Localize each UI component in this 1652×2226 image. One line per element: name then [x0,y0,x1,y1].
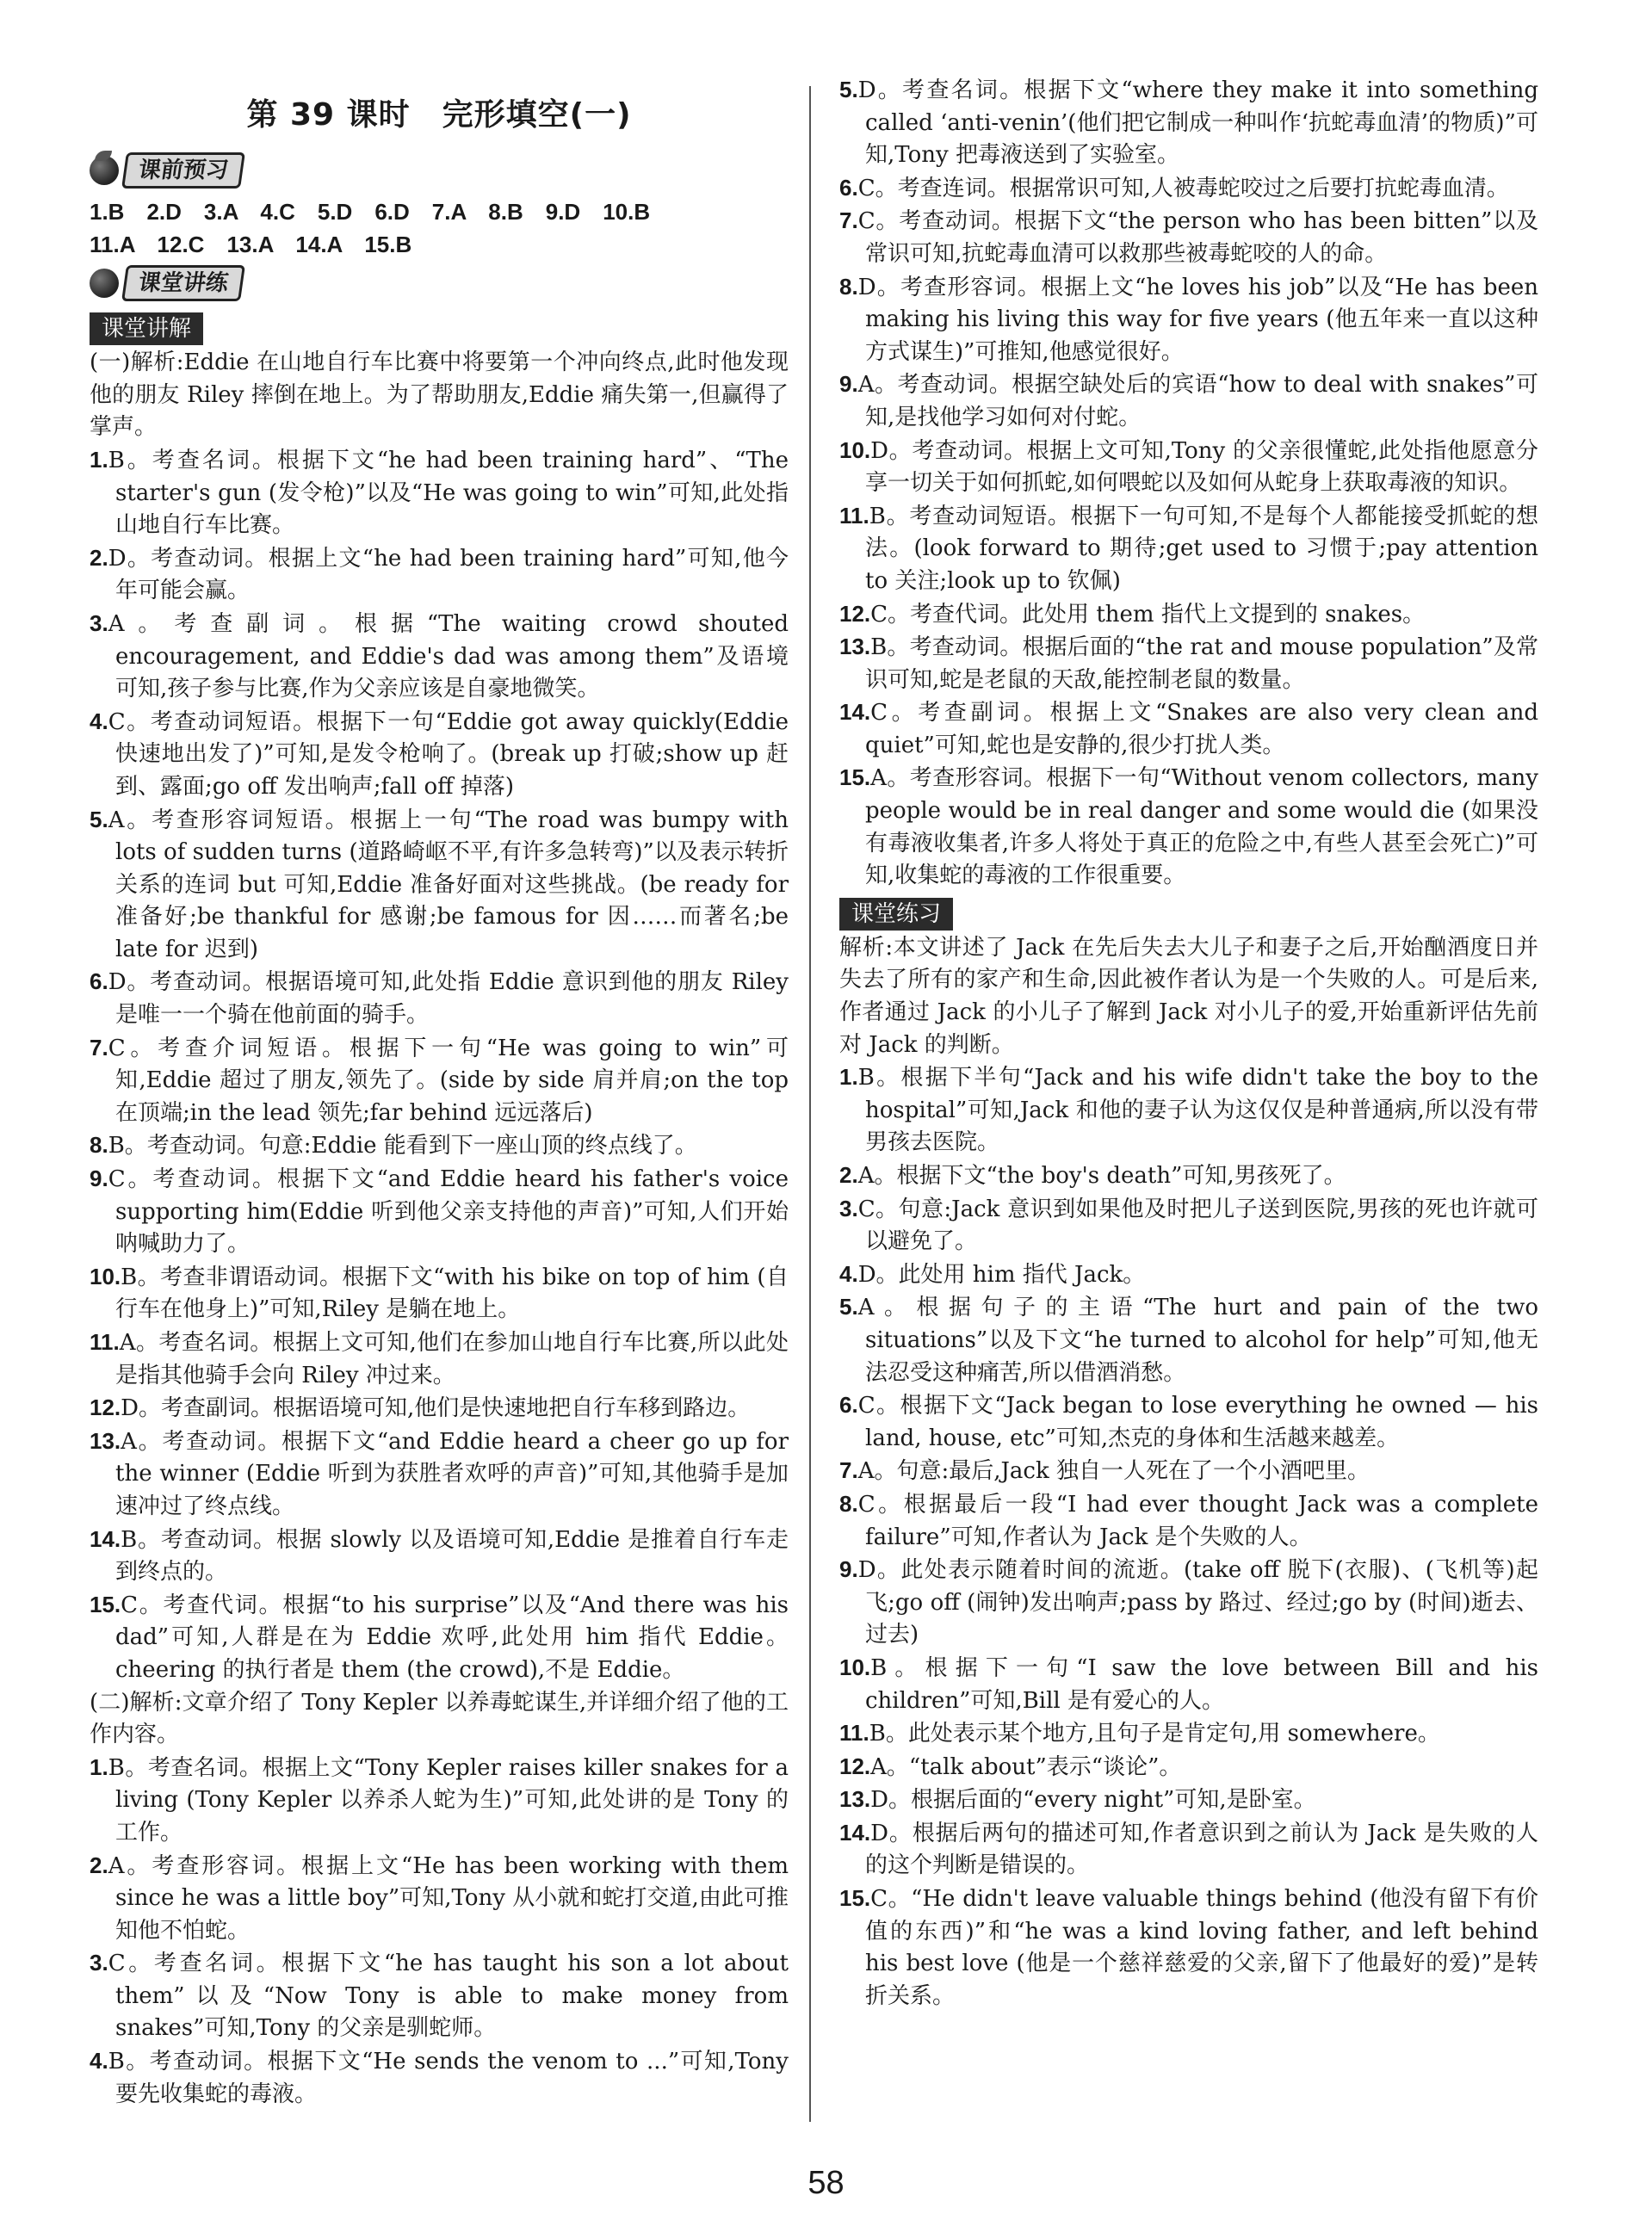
answer-number: 3. [90,1950,108,1976]
answer-item [839,1258,1538,1292]
answer-number: 8. [839,1490,858,1517]
answer-item [839,205,1538,270]
answer-item [839,1291,1538,1389]
answer-item [90,1392,789,1425]
answer-number: 14. [839,699,871,726]
answer-explanation: D。考查动词。根据语境可知,此处指 Eddie 意识到他的朋友 Riley 是唯一一个骑在他前面的骑手。 [108,969,789,1029]
answer-item [839,1389,1538,1455]
part2-intro: (二)解析:文章介绍了 Tony Kepler 以养毒蛇谋生,并详细介绍了他的工作内容。 [90,1689,789,1748]
answer-item [839,74,1538,172]
answer-item [90,444,789,542]
preview-answers-line-2: 11.A 12.C 13.A 14.A 15.B [90,231,412,257]
answer-item [90,1947,789,2045]
answer-explanation: B。考查名词。根据下文“he had been training hard”、“The starter's gun (发令枪)”以及“He was going to win”可知,此处指山地自行车比赛。 [108,447,789,539]
answer-item [839,1193,1538,1258]
answer-explanation: A。考查形容词短语。根据上一句“The road was bumpy with lots of sudden turns (道路崎岖不平,有许多急转弯)”以及表示转折关系的连词 but 可知,Eddie 准备好面对这些挑战。(be ready for 准备好;be thankful for 感谢;be famous for 因……而著名;be late for 迟到) [108,807,789,962]
answer-number: 4. [839,1260,858,1287]
answer-number: 8. [90,1132,108,1159]
answer-explanation: D。根据后两句的描述可知,作者意识到之前认为 Jack 是失败的人的这个判断是错误的。 [865,1820,1538,1879]
answer-item [839,1717,1538,1751]
answer-number: 14. [90,1525,121,1552]
answer-explanation: A。“talk about”表示“谈论”。 [870,1753,1182,1780]
answer-item [839,1751,1538,1784]
part2-answer-list-left [90,1752,789,2112]
answer-item [839,500,1538,598]
answer-explanation: A。考查形容词。根据上文“He has been working with them since he was a little boy”可知,Tony 从小就和蛇打交道,由此可推知他不怕蛇。 [108,1852,789,1944]
answer-number: 6. [839,174,858,201]
left-column [90,74,789,2111]
answer-number: 7. [90,1034,108,1060]
answer-number: 10. [90,1263,121,1289]
answer-number: 7. [839,1457,858,1484]
answer-number: 11. [90,1329,120,1355]
answer-explanation: D。考查形容词。根据上文“he loves his job”以及“He has been making his living this way for five years (他五年来一直以这种方式谋生)”可推知,他感觉很好。 [857,274,1538,365]
answer-explanation: D。考查副词。根据语境可知,他们是快速地把自行车移到路边。 [121,1395,751,1422]
lecture-section-bar: 课堂讲解 [90,312,203,345]
answer-explanation: C。考查介词短语。根据下一句“He was going to win”可知,Eddie 超过了朋友,领先了。(side by side 肩并肩;on the top 在顶端;in the lead 领先;far behind 远远落后) [108,1035,789,1126]
answer-item [839,271,1538,369]
answer-explanation: C。考查副词。根据上文“Snakes are also very clean and quiet”可知,蛇也是安静的,很少打扰人类。 [865,700,1538,758]
answer-item [839,696,1538,762]
answer-item [839,598,1538,632]
answer-number: 9. [90,1166,108,1192]
answer-number: 13. [839,634,871,660]
answer-number: 1. [90,1753,108,1780]
answer-number: 4. [90,2048,108,2075]
answer-number: 11. [839,1720,869,1747]
answer-number: 12. [90,1394,121,1421]
part3-intro: 解析:本文讲述了 Jack 在先后失去大儿子和妻子之后,开始酗酒度日并失去了所有的家产和生命,因此被作者认为是一个失败的人。可是后来,作者通过 Jack 的小儿子了解到 Jack 对小儿子的爱,开始重新评估先前对 Jack 的判断。 [839,934,1538,1058]
page-number: 58 [807,2165,845,2201]
answer-number: 2. [839,1162,858,1188]
lesson-title: 第 39 课时 完形填空(一) [246,97,632,133]
answer-explanation: C。考查动词。根据下文“the person who has been bitten”以及常识可知,抗蛇毒血清可以救那些被毒蛇咬的人的命。 [857,208,1538,267]
answer-explanation: A。考查形容词。根据下一句“Without venom collectors, many people would be in real danger and some would die (如果没有毒液收集者,许多人将处于真正的危险之中,有些人甚至会死亡)”可知,收集蛇的毒液的工作很重要。 [865,765,1538,889]
ball-icon [90,269,119,298]
answer-number: 14. [839,1819,871,1846]
answer-item [90,1850,789,1948]
answer-item [90,1129,789,1163]
answer-item [839,172,1538,206]
answer-item [90,1032,789,1130]
answer-number: 10. [839,436,871,463]
answer-explanation: A。考查名词。根据上文可知,他们在参加山地自行车比赛,所以此处是指其他骑手会向 Riley 冲过来。 [115,1330,789,1388]
answer-number: 5. [90,806,108,832]
answer-item [839,1061,1538,1159]
answer-explanation: C。“He didn't leave valuable things behind (他没有留下有价值的东西)”和“he was a kind loving father, and left behind his best love (他是一个慈祥慈爱的父亲,留下了他最好的爱)”是转折关系。 [865,1886,1538,2009]
answer-item [839,631,1538,696]
class-practice-badge-label: 课堂讲练 [121,265,245,301]
answer-number: 13. [839,1786,871,1813]
answer-number: 2. [90,544,108,571]
answer-explanation: B。考查动词短语。根据下一句可知,不是每个人都能接受抓蛇的想法。(look forward to 期待;get used to 习惯于;pay attention to 关注;look up to 钦佩) [865,503,1538,594]
answer-number: 9. [839,1556,858,1583]
answer-item [90,608,789,706]
column-divider [809,86,811,2122]
answer-explanation: A。考查动词。根据下文“and Eddie heard a cheer go up for the winner (Eddie 听到为获胜者欢呼的声音)”可知,其他骑手是加速冲过了终点线。 [115,1428,789,1519]
answer-item [839,1652,1538,1717]
answer-item [839,368,1538,434]
practice-section-bar: 课堂练习 [839,898,953,931]
answer-explanation: B。考查动词。根据后面的“the rat and mouse population”及常识可知,蛇是老鼠的天敌,能控制老鼠的数量。 [865,634,1538,693]
answer-explanation: D。根据后面的“every night”可知,是卧室。 [870,1787,1316,1814]
answer-number: 10. [839,1654,871,1680]
answer-number: 12. [839,600,871,627]
answer-explanation: B。根据下半句“Jack and his wife didn't take the boy to the hospital”可知,Jack 和他的妻子认为这仅仅是种普通病,所以没有带男孩去医院。 [857,1065,1538,1156]
answer-number: 7. [839,207,858,234]
answer-number: 3. [90,609,108,636]
answer-item [90,1326,789,1392]
part1-intro: (一)解析:Eddie 在山地自行车比赛中将要第一个冲向终点,此时他发现他的朋友 Riley 摔倒在地上。为了帮助朋友,Eddie 痛失第一,但赢得了掌声。 [90,349,789,441]
answer-explanation: D。此处用 him 指代 Jack。 [857,1261,1146,1288]
answer-item [839,1554,1538,1652]
answer-item [839,1488,1538,1554]
answer-item [839,1784,1538,1817]
answer-number: 15. [90,1591,121,1617]
answer-item [90,542,789,608]
answer-number: 13. [90,1427,121,1454]
answer-item [839,435,1538,500]
answer-explanation: C。考查连词。根据常识可知,人被毒蛇咬过之后要打抗蛇毒血清。 [857,175,1509,201]
class-practice-badge [90,264,243,302]
answer-item [90,2045,789,2111]
answer-item [90,1425,789,1524]
answer-explanation: B。考查非谓语动词。根据下文“with his bike on top of him (自行车在他身上)”可知,Riley 是躺在地上。 [115,1264,789,1323]
answer-explanation: B。此处表示某个地方,且句子是肯定句,用 somewhere。 [869,1721,1440,1747]
answer-explanation: C。根据最后一段“I had ever thought Jack was a complete failure”可知,作者认为 Jack 是个失败的人。 [857,1491,1538,1550]
answer-item [839,762,1538,892]
answer-explanation: A。考查动词。根据空缺处后的宾语“how to deal with snakes”可知,是找他学习如何对付蛇。 [857,372,1538,430]
answer-explanation: C。考查代词。此处用 them 指代上文提到的 snakes。 [870,601,1426,628]
answer-number: 1. [839,1064,858,1091]
answer-number: 6. [90,968,108,995]
answer-item [90,1261,789,1326]
part1-answer-list [90,444,789,1687]
answer-explanation: A。根据句子的主语“The hurt and pain of the two situations”以及下文“he turned to alcohol for help”可知,他无法忍受这种痛苦,所以借酒消愁。 [857,1295,1538,1386]
answer-item [90,706,789,804]
answer-number: 5. [839,1294,858,1320]
answer-item [839,1455,1538,1488]
answer-explanation: A。考查副词。根据“The waiting crowd shouted encouragement, and Eddie's dad was among them”及语境可知,孩子参与比赛,作为父亲应该是自豪地微笑。 [108,610,789,702]
answer-number: 6. [839,1392,858,1419]
answer-number: 2. [90,1852,108,1878]
answer-number: 5. [839,77,858,102]
preview-badge [90,151,243,189]
answer-item [90,1752,789,1850]
answer-explanation: A。句意:最后,Jack 独自一人死在了一个小酒吧里。 [857,1458,1370,1485]
answer-explanation: D。此处表示随着时间的流逝。(take off 脱下(衣服)、(飞机等)起飞;go off (闹钟)发出响声;pass by 路过、经过;go by (时间)逝去、过去) [857,1557,1538,1648]
answer-item [839,1883,1538,2013]
answer-explanation: C。考查名词。根据下文“he has taught his son a lot about them”以及“Now Tony is able to make money from snakes”可知,Tony 的父亲是驯蛇师。 [108,1951,789,2042]
answer-explanation: D。考查动词。根据上文可知,Tony 的父亲很懂蛇,此处指他愿意分享一切关于如何抓蛇,如何喂蛇以及如何从蛇身上获取毒液的知识。 [865,437,1538,497]
answer-explanation: C。根据下文“Jack began to lose everything he owned — his land, house, etc”可知,杰克的身体和生活越来越差。 [857,1393,1538,1451]
answer-explanation: C。考查动词。根据下文“and Eddie heard his father's voice supporting him(Eddie 听到他父亲支持他的声音)”可知,人们开始呐喊助力了。 [108,1166,789,1258]
part2-answer-list-right [839,74,1538,893]
answer-number: 11. [839,502,869,529]
answer-item [90,1589,789,1687]
answer-explanation: B。考查名词。根据上文“Tony Kepler raises killer snakes for a living (Tony Kepler 以养杀人蛇为生)”可知,此处讲的是 Tony 的工作。 [108,1754,789,1846]
answer-explanation: B。考查动词。根据 slowly 以及语境可知,Eddie 是推着自行车走到终点的。 [115,1526,789,1586]
answer-explanation: C。考查代词。根据“to his surprise”以及“And there was his dad”可知,人群是在为 Eddie 欢呼,此处用 him 指代 Eddie。cheering 的执行者是 them (the crowd),不是 Eddie。 [115,1592,789,1683]
answer-explanation: A。根据下文“the boy's death”可知,男孩死了。 [857,1163,1346,1189]
answer-explanation: D。考查名词。根据下文“where they make it into something called ‘anti-venin’(他们把它制成一种叫作‘抗蛇毒血清’的物质)”可知,Tony 把毒液送到了实验室。 [857,77,1538,169]
part3-answer-list [839,1061,1538,2013]
answer-number: 1. [90,446,108,473]
answer-number: 12. [839,1753,871,1779]
answer-explanation: B。考查动词。句意:Eddie 能看到下一座山顶的终点线了。 [108,1133,697,1159]
answer-number: 15. [839,764,871,791]
answer-number: 3. [839,1195,858,1221]
answer-item [90,966,789,1031]
answer-explanation: C。句意:Jack 意识到如果他及时把儿子送到医院,男孩的死也许就可以避免了。 [857,1196,1538,1255]
preview-badge-label: 课前预习 [121,152,245,189]
preview-answers-line-1: 1.B 2.D 3.A 4.C 5.D 6.D 7.A 8.B 9.D 10.B [90,198,651,225]
answer-item [839,1159,1538,1193]
answer-number: 8. [839,273,858,300]
answer-explanation: D。考查动词。根据上文“he had been training hard”可知,他今年可能会赢。 [108,545,789,604]
leaf-icon [90,156,119,185]
answer-item [90,1163,789,1261]
answer-number: 4. [90,708,108,734]
answer-explanation: B。根据下一句“I saw the love between Bill and his children”可知,Bill 是有爱心的人。 [865,1654,1538,1714]
answer-item [90,804,789,967]
answer-item [90,1524,789,1589]
answer-explanation: C。考查动词短语。根据下一句“Eddie got away quickly(Eddie 快速地出发了)”可知,是发令枪响了。(break up 打破;show up 赶到、露面;go off 发出响声;fall off 掉落) [108,708,789,800]
answer-explanation: B。考查动词。根据下文“He sends the venom to ...”可知,Tony 要先收集蛇的毒液。 [108,2049,789,2107]
answer-item [839,1817,1538,1883]
answer-number: 9. [839,371,858,398]
answer-number: 15. [839,1885,871,1912]
right-column [839,74,1538,2013]
